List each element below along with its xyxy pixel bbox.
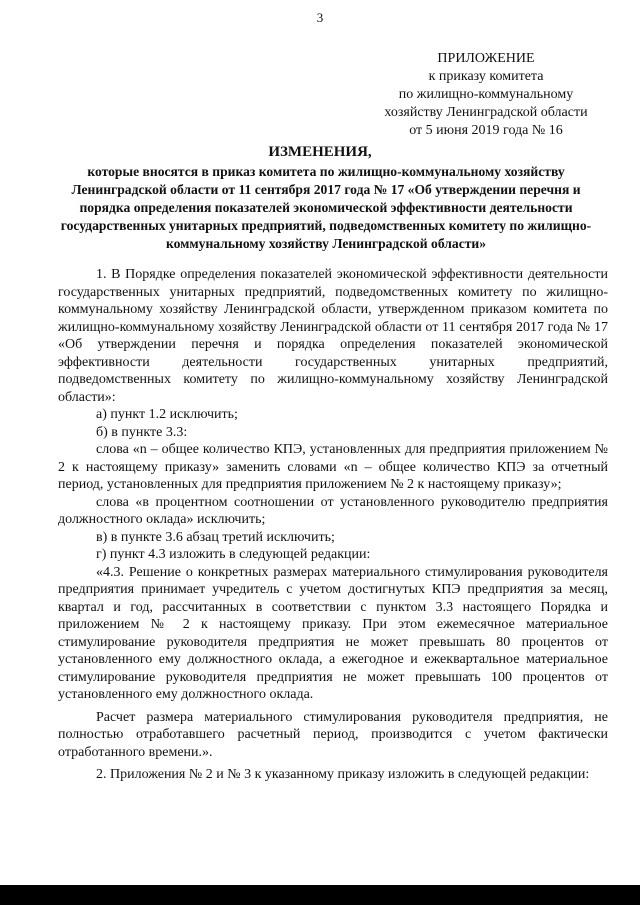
document-subtitle: которые вносятся в приказ комитета по жилищно-коммунальному хозяйству Ленинградской области от 11 сентября 2017 года № 17 «Об утверждении перечня и порядка определения показателей экономической эффективности деятельности государственных унитарных предприятий, подведомственных комитету по жилищно-коммунальному хозяйству Ленинградской области» (60, 164, 592, 251)
paragraph: а) пункт 1.2 исключить; (96, 407, 238, 422)
paragraph: слова «n – общее количество КПЭ, установленных для предприятия приложением № 2 к настоящему приказу» заменить словами «n – общее количество КПЭ за отчетный период, установленных для предприятия приложением № 2 к настоящему приказу»; (58, 442, 608, 492)
document-title: ИЗМЕНЕНИЯ, (268, 144, 372, 160)
paragraph: в) в пункте 3.6 абзац третий исключить; (96, 529, 335, 545)
paragraph: Расчет размера материального стимулирования руководителя предприятия, не полностью отработавшего расчетный период, производится с учетом фактически отработанного времени.». (58, 709, 608, 760)
page-number: 3 (316, 10, 324, 25)
appendix-block (376, 50, 596, 140)
paragraph: б) в пункте 3.3: (96, 424, 188, 440)
document-body (58, 266, 608, 784)
appendix-line: хозяйству Ленинградской области (384, 105, 588, 120)
appendix-heading: ПРИЛОЖЕНИЕ (437, 51, 535, 66)
paragraph: «4.3. Решение о конкретных размерах материального стимулирования руководителя предприятия принимает учредитель с учетом достигнутых КПЭ предприятия за месяц, квартал и год, рассчитанных в соответствии с пунктом 3.3 настоящего Порядка и приложением № 2 к настоящему приказу. При этом ежемесячное материальное стимулирование руководителя предприятия не может превышать 80 процентов от установленного ему должностного оклада, а ежегодное и ежеквартальное материальное стимулирование руководителя предприятия не может превышать 100 процентов от установленного ему должностного оклада. (58, 564, 608, 702)
appendix-line: от 5 июня 2019 года № 16 (409, 123, 563, 138)
scan-bottom-edge (0, 885, 640, 905)
paragraph: г) пункт 4.3 изложить в следующей редакции: (96, 547, 371, 562)
paragraph: слова «в процентном соотношении от установленного руководителю предприятия должностного оклада» исключить; (58, 494, 608, 527)
paragraph: 1. В Порядке определения показателей экономической эффективности деятельности государственных унитарных предприятий, подведомственных комитету по жилищно-коммунальному хозяйству Ленинградской области, утвержденном приказом комитета по жилищно-коммунальному хозяйству Ленинградской области от 11 сентября 2017 года № 17 «Об утверждении перечня и порядка определения показателей экономической эффективности деятельности государственных унитарных предприятий, подведомственных комитету по жилищно-коммунальному хозяйству Ленинградской области»: (58, 267, 608, 405)
appendix-line: к приказу комитета (428, 69, 544, 84)
paragraph: 2. Приложения № 2 и № 3 к указанному приказу изложить в следующей редакции: (96, 767, 590, 782)
appendix-line: по жилищно-коммунальному (398, 87, 574, 102)
